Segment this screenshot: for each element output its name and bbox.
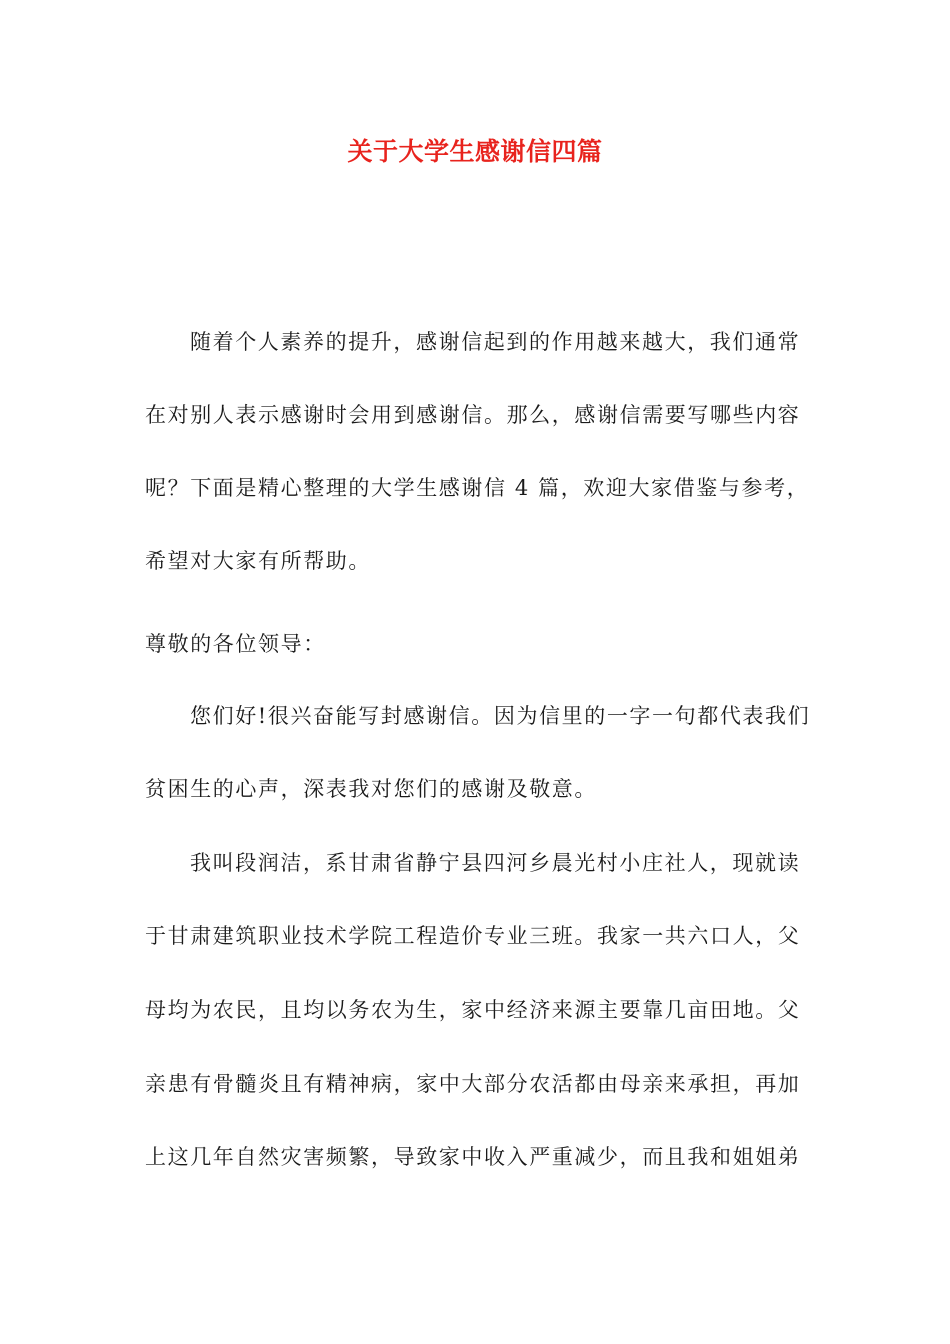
intro-line-3: 呢？下面是精心整理的大学生感谢信 4 篇，欢迎大家借鉴与参考，: [145, 476, 810, 500]
para2-line-2: 于甘肃建筑职业技术学院工程造价专业三班。我家一共六口人，父: [145, 924, 801, 948]
intro-line-2: 在对别人表示感谢时会用到感谢信。那么，感谢信需要写哪些内容: [145, 403, 801, 427]
para2-line-3: 母均为农民，且均以务农为生，家中经济来源主要靠几亩田地。父: [145, 998, 801, 1022]
intro-line-1: 随着个人素养的提升，感谢信起到的作用越来越大，我们通常: [190, 330, 801, 354]
para2-line-1: 我叫段润洁，系甘肃省静宁县四河乡晨光村小庄社人，现就读: [190, 851, 801, 875]
para1-line-1: 您们好!很兴奋能写封感谢信。因为信里的一字一句都代表我们: [190, 704, 811, 728]
para1-line-2: 贫困生的心声，深表我对您们的感谢及敬意。: [145, 777, 597, 801]
intro-line-4: 希望对大家有所帮助。: [145, 549, 371, 573]
salutation: 尊敬的各位领导：: [145, 632, 326, 656]
para2-line-4: 亲患有骨髓炎且有精神病，家中大部分农活都由母亲来承担，再加: [145, 1072, 801, 1096]
document-title: 关于大学生感谢信四篇: [347, 137, 603, 166]
para2-line-5: 上这几年自然灾害频繁，导致家中收入严重减少，而且我和姐姐弟: [145, 1145, 801, 1169]
